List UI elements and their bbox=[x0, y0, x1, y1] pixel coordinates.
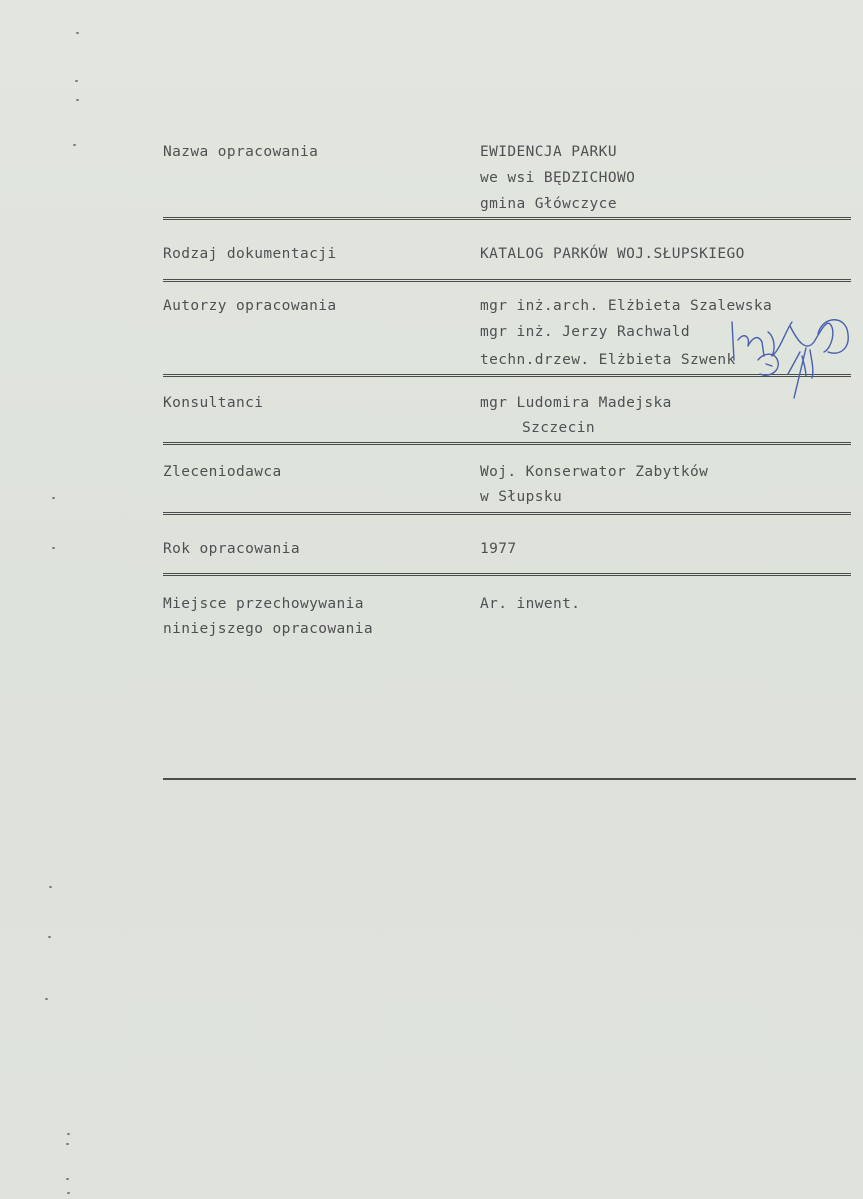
value-konsultanci-line-2: Szczecin bbox=[522, 420, 596, 436]
divider bbox=[163, 279, 851, 283]
margin-speck bbox=[76, 32, 79, 34]
margin-speck bbox=[73, 144, 76, 146]
value-nazwa-line-1: EWIDENCJA PARKU bbox=[480, 144, 617, 160]
value-konsultanci-line-1: mgr Ludomira Madejska bbox=[480, 395, 672, 411]
divider bbox=[163, 442, 851, 446]
value-zleceniodawca-line-1: Woj. Konserwator Zabytków bbox=[480, 464, 709, 480]
margin-speck bbox=[66, 1178, 69, 1180]
label-konsultanci: Konsultanci bbox=[163, 395, 264, 411]
value-nazwa-line-3: gmina Główczyce bbox=[480, 196, 617, 212]
margin-speck bbox=[48, 936, 51, 938]
label-zleceniodawca: Zleceniodawca bbox=[163, 464, 282, 480]
label-rodzaj-dokumentacji: Rodzaj dokumentacji bbox=[163, 246, 337, 262]
value-autorzy-line-1: mgr inż.arch. Elżbieta Szalewska bbox=[480, 298, 773, 314]
divider bbox=[163, 573, 851, 577]
margin-speck bbox=[52, 547, 55, 549]
closing-rule bbox=[163, 778, 856, 780]
value-rodzaj-dokumentacji: KATALOG PARKÓW WOJ.SŁUPSKIEGO bbox=[480, 246, 745, 262]
label-rok-opracowania: Rok opracowania bbox=[163, 541, 300, 557]
margin-speck bbox=[52, 497, 55, 499]
value-zleceniodawca-line-2: w Słupsku bbox=[480, 489, 563, 505]
margin-speck bbox=[66, 1143, 69, 1145]
margin-speck bbox=[67, 1192, 70, 1194]
value-autorzy-line-3: techn.drzew. Elżbieta Szwenk bbox=[480, 352, 736, 368]
label-miejsce-przechowywania-line-1: Miejsce przechowywania bbox=[163, 596, 364, 612]
margin-speck bbox=[75, 80, 78, 82]
margin-speck bbox=[45, 998, 48, 1000]
divider bbox=[163, 512, 851, 516]
label-miejsce-przechowywania-line-2: niniejszego opracowania bbox=[163, 621, 373, 637]
value-rok-opracowania: 1977 bbox=[480, 541, 517, 557]
handwritten-signature bbox=[728, 312, 858, 402]
margin-speck bbox=[76, 99, 79, 101]
label-nazwa-opracowania: Nazwa opracowania bbox=[163, 144, 319, 160]
value-autorzy-line-2: mgr inż. Jerzy Rachwald bbox=[480, 324, 690, 340]
label-autorzy-opracowania: Autorzy opracowania bbox=[163, 298, 337, 314]
value-miejsce-przechowywania: Ar. inwent. bbox=[480, 596, 581, 612]
margin-speck bbox=[67, 1133, 70, 1135]
divider bbox=[163, 217, 851, 221]
margin-speck bbox=[49, 886, 52, 888]
value-nazwa-line-2: we wsi BĘDZICHOWO bbox=[480, 170, 636, 186]
